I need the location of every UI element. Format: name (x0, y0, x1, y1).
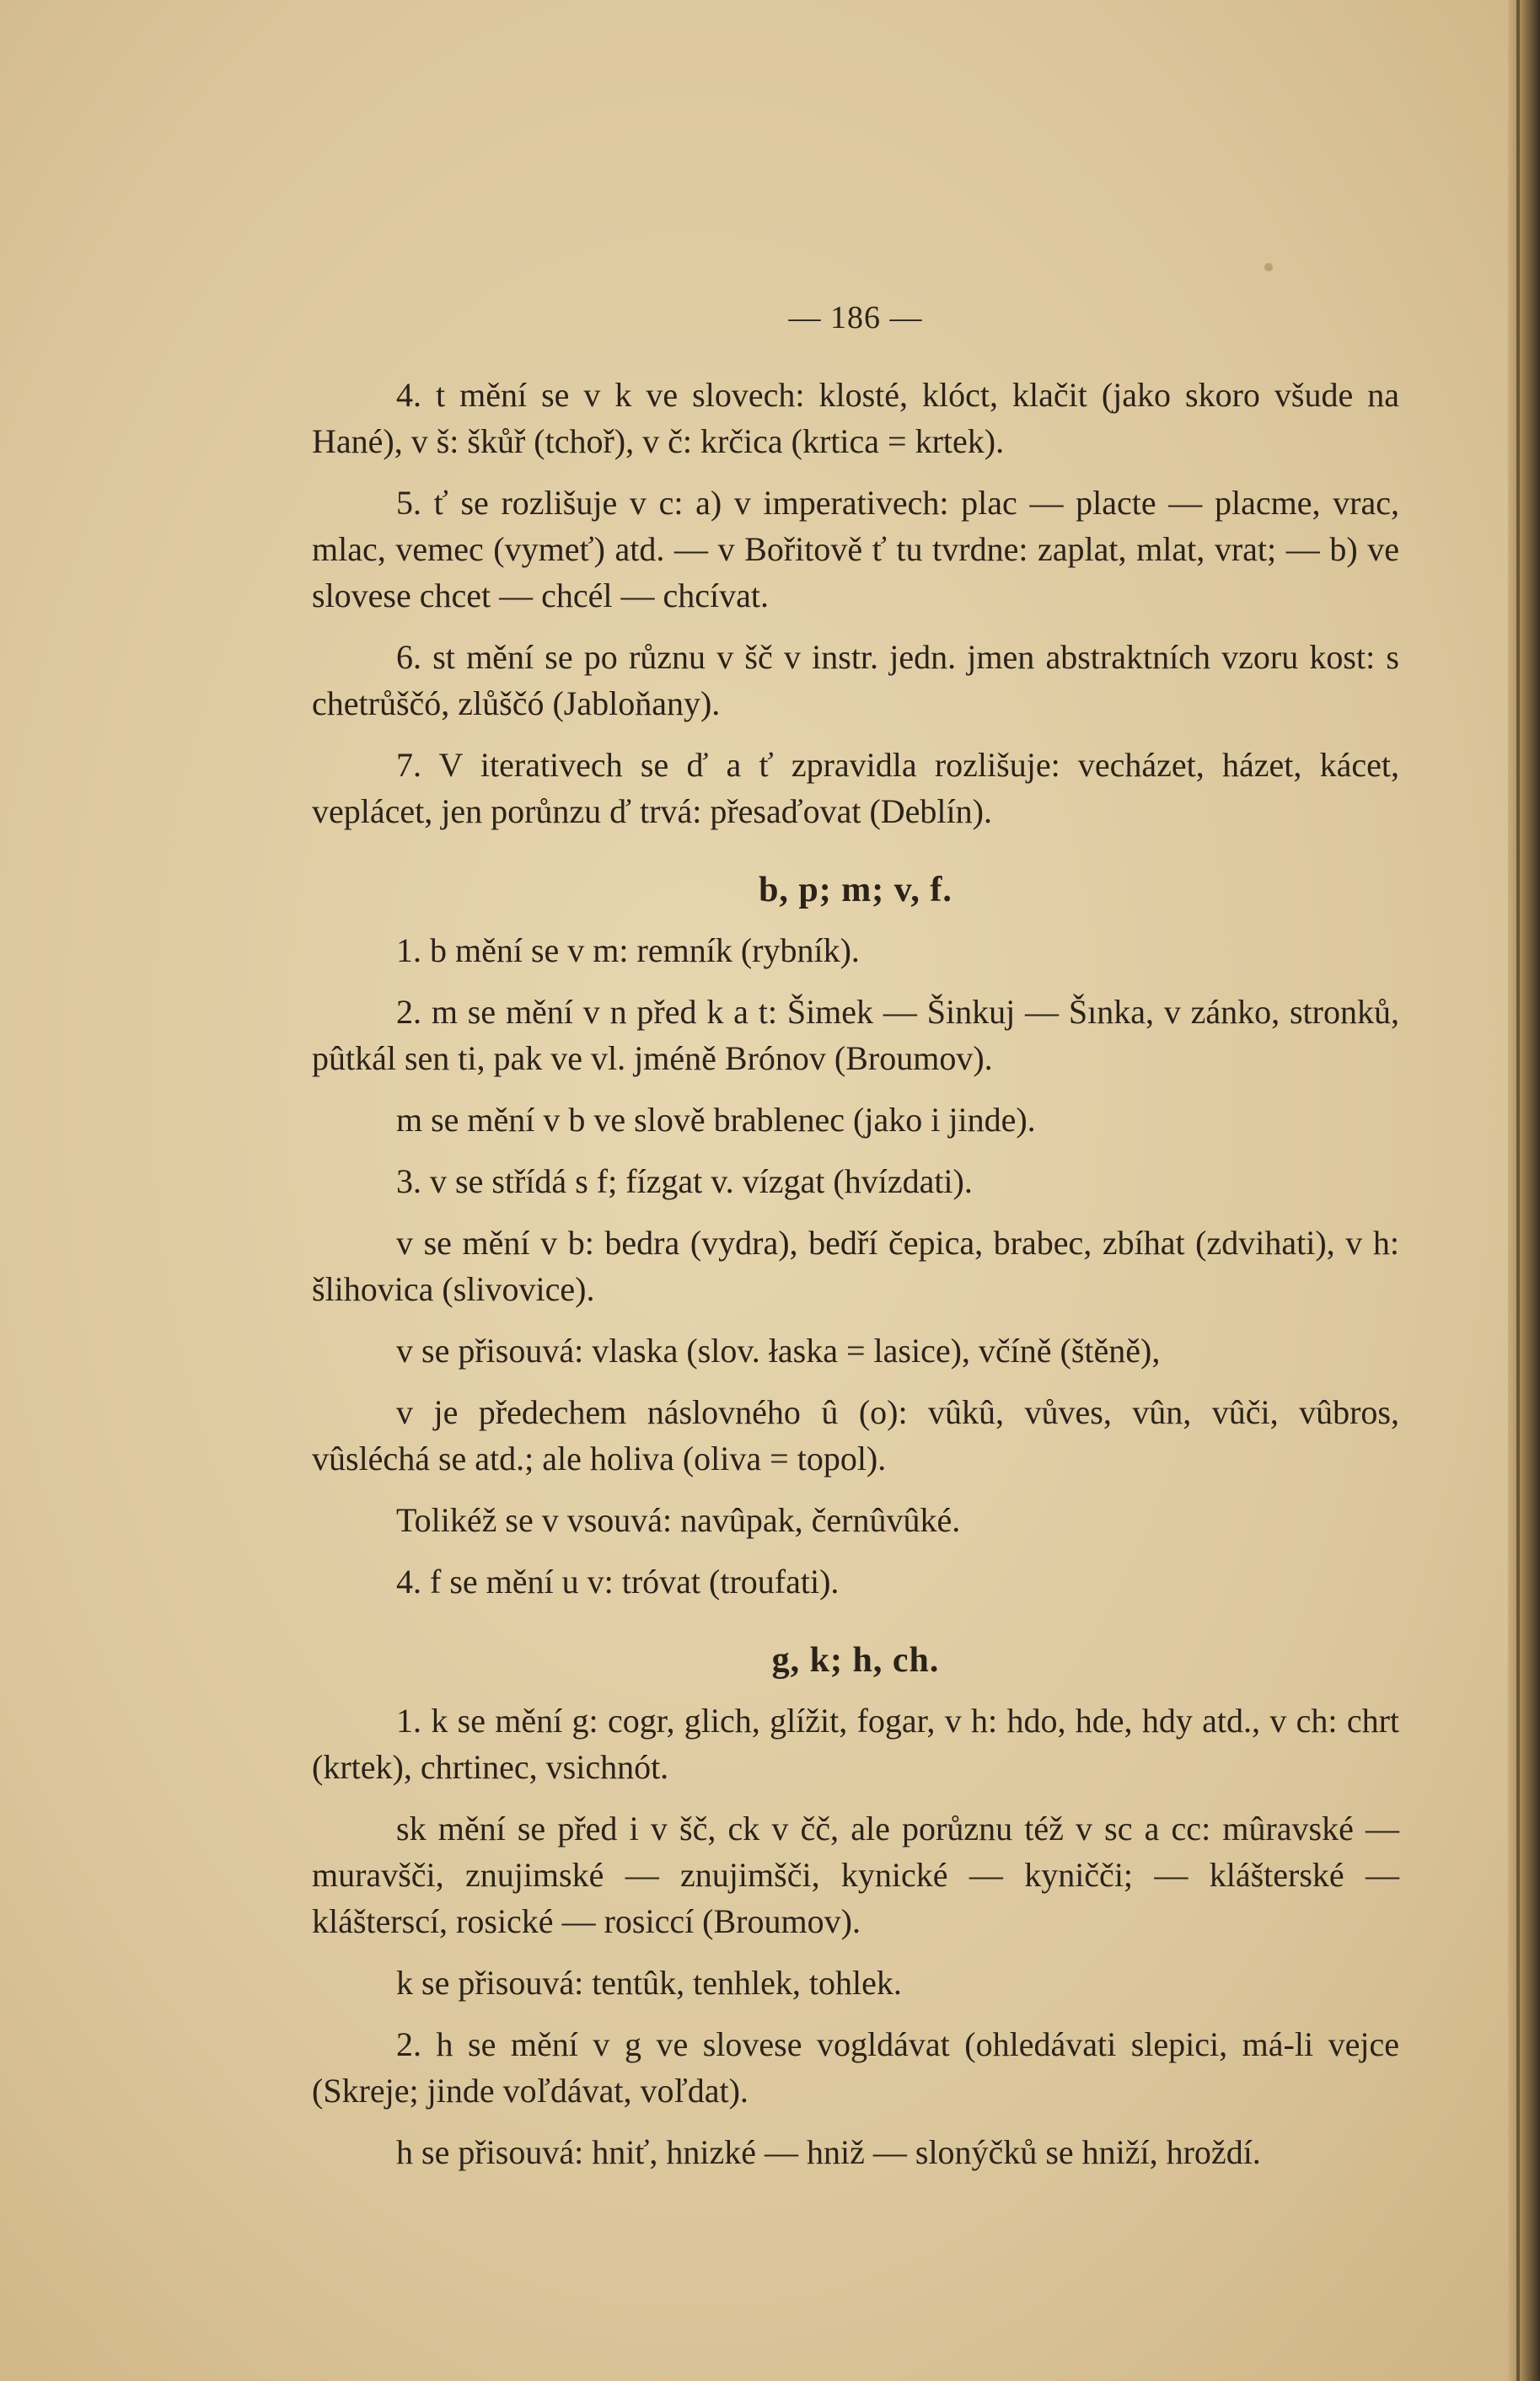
section-heading-bp: b, p; m; v, f. (759, 871, 952, 909)
section-heading-gk: g, k; h, ch. (771, 1641, 940, 1680)
paragraph: 1. k se mění g: cogr, glich, glížit, fogar, v h: hdo, hde, hdy atd., v ch: chrt (krtek), chrtinec, vsichnót. (312, 1702, 1399, 1786)
paragraph: v se přisouvá: vlaska (slov. łaska = lasice), včíně (štěně), (396, 1332, 1161, 1370)
paragraph: 1. b mění se v m: remník (rybník). (396, 931, 860, 969)
paragraph: 2. h se mění v g ve slovese vogldávat (ohledávati slepici, má-li vejce (Skreje; jinde voľdávat, voľdat). (312, 2025, 1399, 2110)
paragraph: h se přisouvá: hniť, hnizké — hniž — slonýčků se hniží, hroždí. (396, 2133, 1261, 2171)
paragraph: Tolikéž se v vsouvá: navûpak, černûvûké. (396, 1501, 961, 1539)
paragraph: 7. V iterativech se ď a ť zpravidla rozlišuje: vecházet, házet, kácet, veplácet, jen porůnzu ď trvá: přesaďovat (Deblín). (312, 746, 1399, 830)
text-block (312, 299, 1399, 2191)
paragraph: 4. t mění se v k ve slovech: klosté, klóct, klačit (jako skoro všude na Hané), v š: škůř (tchoř), v č: krčica (krtica = krtek). (312, 376, 1399, 460)
page-edge-shadow (1508, 0, 1540, 2381)
paragraph: 6. st mění se po různu v šč v instr. jedn. jmen abstraktních vzoru kost: s chetrůščó, zlůščó (Jabloňany). (312, 638, 1399, 722)
paragraph: 5. ť se rozlišuje v c: a) v imperativech: plac — placte — placme, vrac, mlac, vemec (vymeť) atd. — v Bořitově ť tu tvrdne: zaplat, mlat, vrat; — b) ve slovese chcet — chcél — chcívat. (312, 484, 1399, 614)
paragraph: 4. f se mění u v: tróvat (troufati). (396, 1563, 840, 1601)
paper-spot (1264, 263, 1273, 271)
page-edge-line (1516, 0, 1520, 2381)
paragraph: 3. v se střídá s f; fízgat v. vízgat (hvízdati). (396, 1162, 973, 1200)
paragraph: m se mění v b ve slově brablenec (jako i jinde). (396, 1101, 1036, 1139)
paragraph: v se mění v b: bedra (vydra), bedří čepica, brabec, zbíhat (zdvihati), v h: šlihovica (slivovice). (312, 1224, 1399, 1308)
paragraph: v je předechem náslovného û (o): vûkû, vůves, vûn, vûči, vûbros, vûsléchá se atd.; ale holiva (oliva = topol). (312, 1393, 1399, 1477)
paragraph: k se přisouvá: tentûk, tenhlek, tohlek. (396, 1964, 902, 2002)
page-number: — 186 — (788, 300, 923, 335)
paragraph: sk mění se před i v šč, ck v čč, ale porůznu též v sc a cc: mûravské — muravšči, znujimské — znujimšči, kynické — kyničči; — klášterské — klášterscí, rosické — rosiccí (Broumov). (312, 1810, 1399, 1940)
paragraph: 2. m se mění v n před k a t: Šimek — Šinkuj — Šınka, v zánko, stronků, pûtkál sen ti, pak ve vl. jméně Brónov (Broumov). (312, 993, 1399, 1077)
